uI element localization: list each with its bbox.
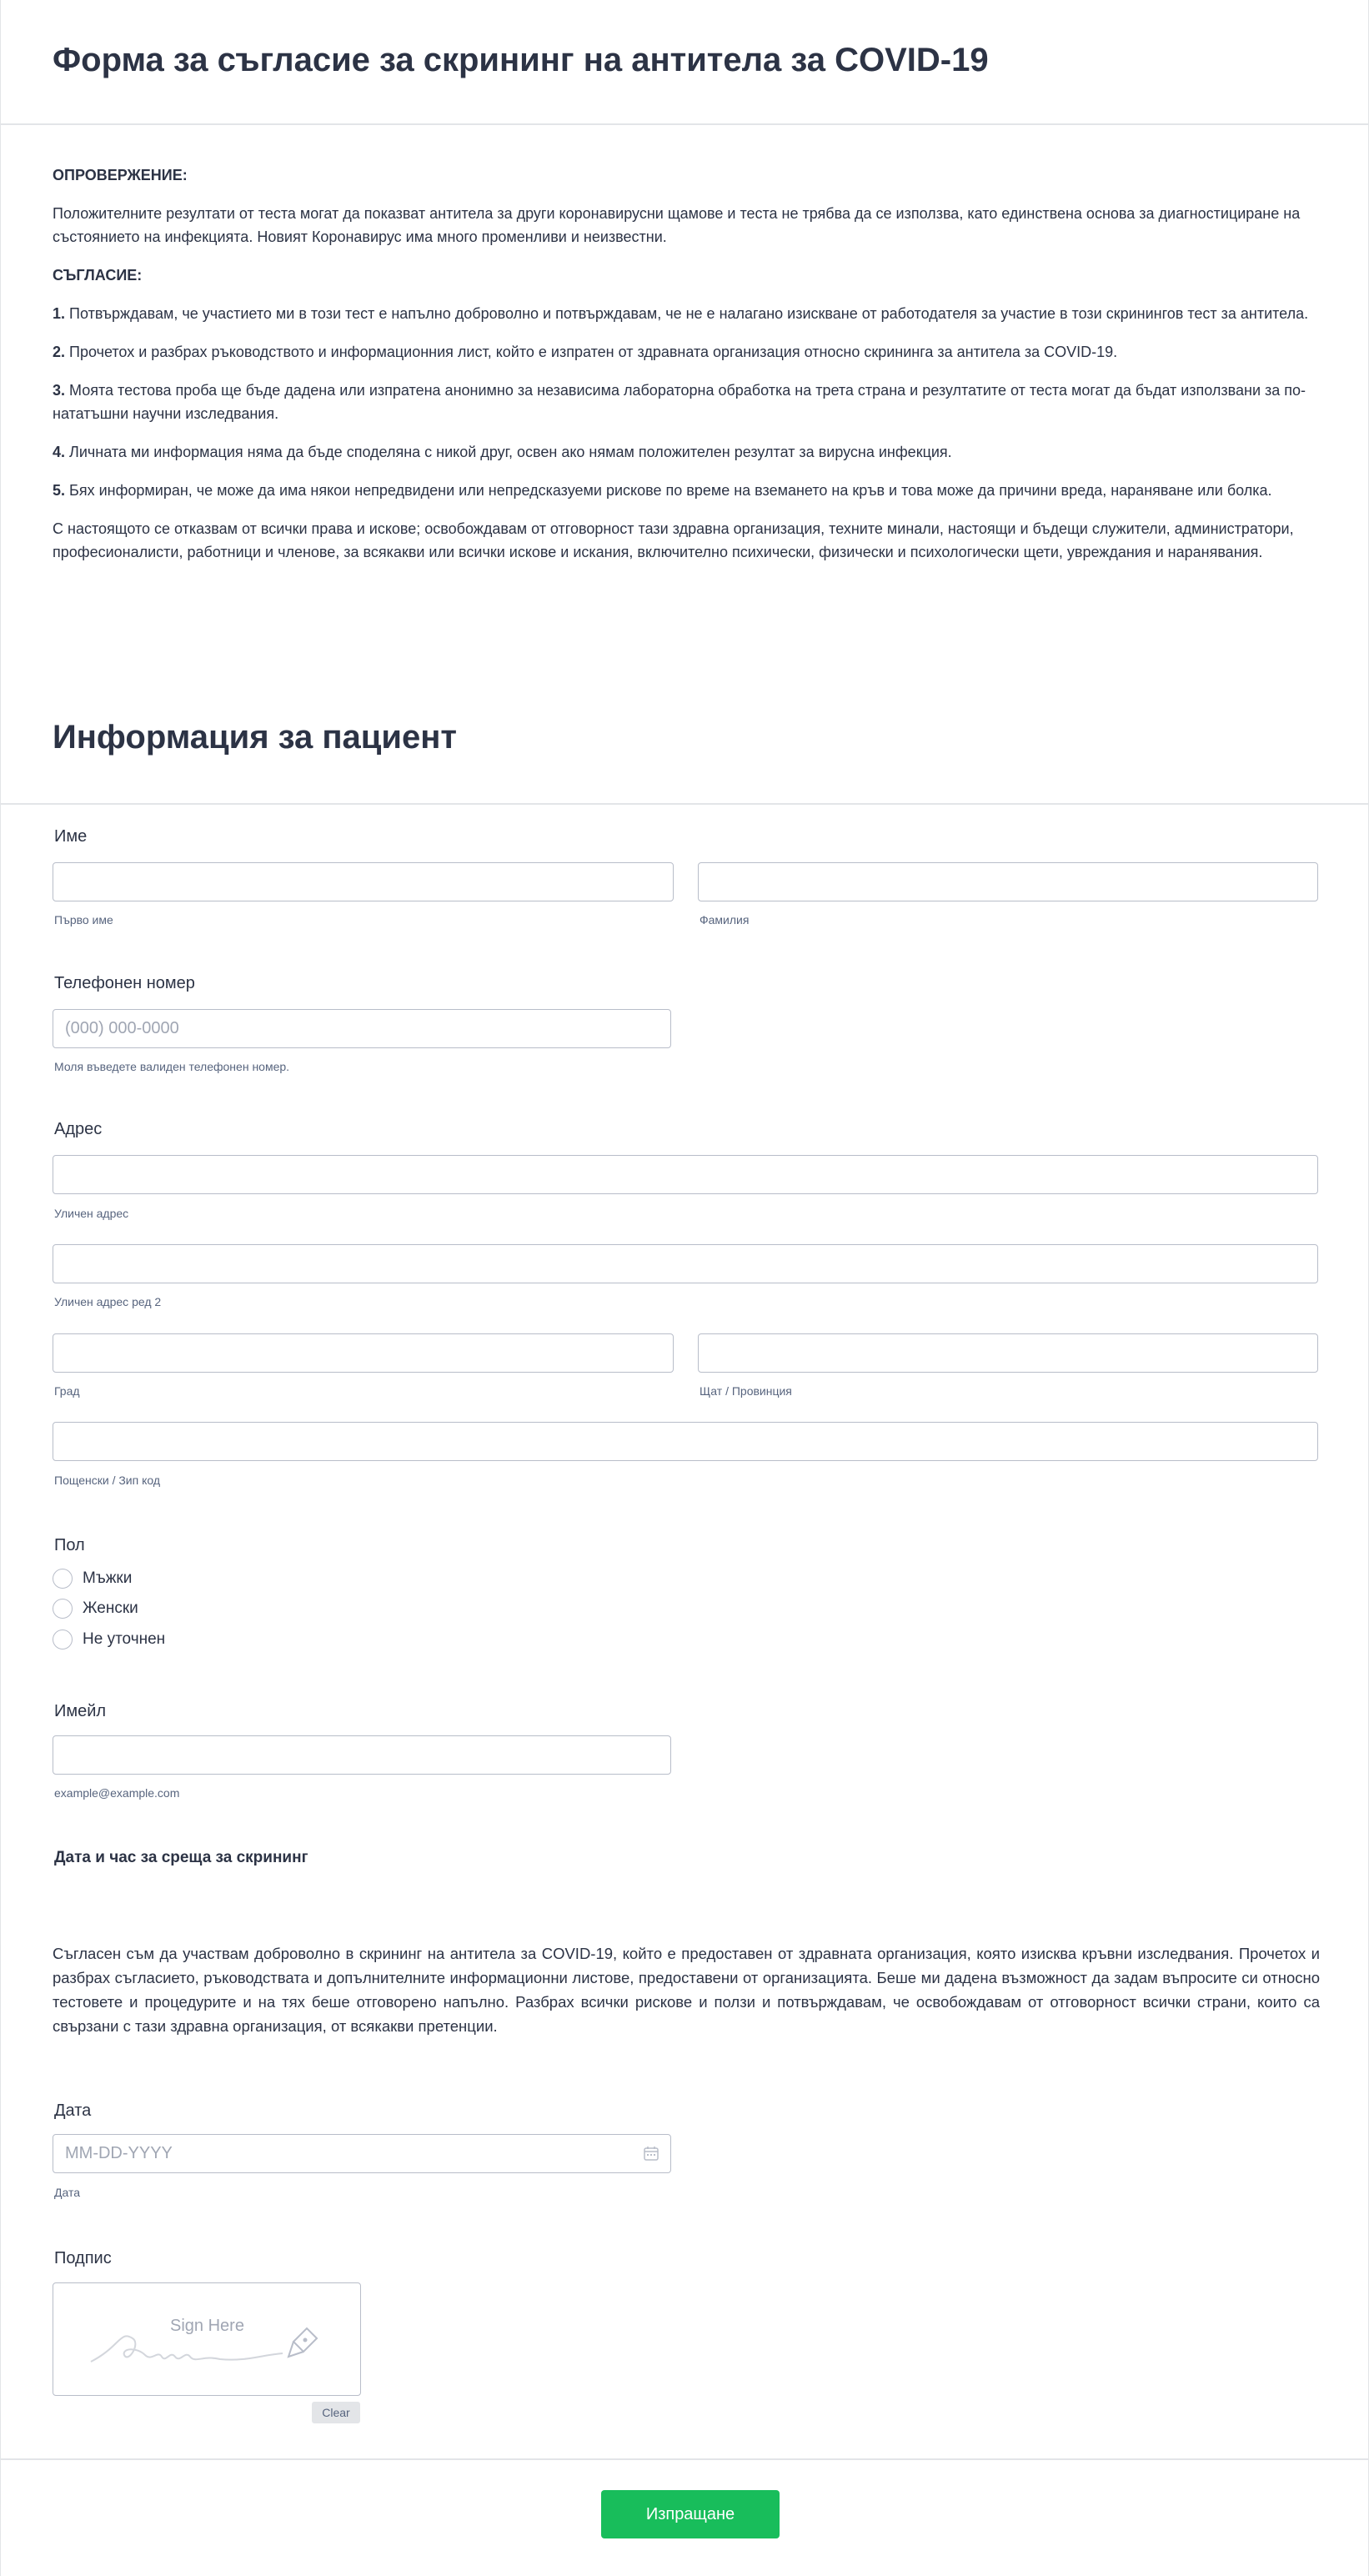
street-address-2-sublabel: Уличен адрес ред 2 <box>54 1295 162 1308</box>
radio-button[interactable] <box>53 1629 73 1650</box>
disclaimer-text: Положителните резултати от теста могат да показват антитела за други коронавирусни щамове и теста не трябва да се използва, като единствена основа за диагностициране на състоянието на инфекцията. Новият Коронавирус има много променливи и неизвестни. <box>53 205 1301 245</box>
consent-item-text: Бях информиран, че може да има някои непредвидени или непредсказуеми рискове по време на вземането на кръв и това може да причини вреда, нараняване или болка. <box>65 482 1272 499</box>
street-address-2-input[interactable] <box>53 1244 1318 1283</box>
gender-option-unspecified[interactable] <box>53 1629 165 1650</box>
consent-item-number: 3. <box>53 382 66 399</box>
first-name-sublabel: Първо име <box>54 913 113 926</box>
consent-item-3 <box>53 379 1320 425</box>
consent-item-text: Потвърждавам, че участието ми в този тест е напълно доброволно и потвърждавам, че не е налагано изискване от работодателя за участие в този скринингов тест за антитела. <box>65 305 1309 322</box>
calendar-icon[interactable] <box>643 2145 659 2162</box>
phone-hint: Моля въведете валиден телефонен номер. <box>54 1060 290 1073</box>
date-label: Дата <box>54 2101 92 2120</box>
date-input[interactable] <box>53 2134 671 2173</box>
consent-item-number: 4. <box>53 444 66 460</box>
consent-item-text: Моята тестова проба ще бъде дадена или изпратена анонимно за независима лабораторна обработка на трета страна и резултатите от теста могат да бъдат използвани за по-нататъшни научни изследвания. <box>53 382 1306 422</box>
consent-item-5 <box>53 479 1320 502</box>
zip-input[interactable] <box>53 1422 1318 1461</box>
date-field[interactable] <box>53 2134 671 2173</box>
signature-pad[interactable] <box>53 2282 361 2396</box>
consent-item-2 <box>53 340 1320 364</box>
agreement-text: Съгласен съм да участвам доброволно в скрининг на антитела за COVID-19, който е предоставен от здравната организация, която изисква кръвни изследвания. Прочетох и разбрах съгласието, ръководствата и допълнителните информационни листове, предоставени от организацията. Беше ми дадена възможност да задам въпросите си относно тестовете и процедурите и на тях беше отговорено напълно. Разбрах всички рискове и ползи и потвърждавам, че освобождавам от отговорност всички страни, които са свързани с тази здравна организация, от всякакви претенции. <box>53 1945 1320 2035</box>
gender-option-male[interactable] <box>53 1569 132 1589</box>
phone-input[interactable] <box>53 1009 671 1048</box>
email-hint: example@example.com <box>54 1786 180 1800</box>
consent-item-number: 2. <box>53 344 66 360</box>
consent-item-text: Личната ми информация няма да бъде споделяна с никой друг, освен ако нямам положителен резултат за вирусна инфекция. <box>65 444 952 460</box>
consent-item-number: 1. <box>53 305 66 322</box>
state-sublabel: Щат / Провинция <box>700 1384 792 1398</box>
signature-label: Подпис <box>54 2249 112 2267</box>
form-header <box>1 0 1368 125</box>
form-title: Форма за съгласие за скрининг на антитела за COVID-19 <box>53 42 989 78</box>
gender-option-female[interactable] <box>53 1599 138 1619</box>
city-input[interactable] <box>53 1333 674 1373</box>
radio-label: Мъжки <box>83 1569 133 1587</box>
radio-label: Женски <box>83 1599 138 1617</box>
last-name-sublabel: Фамилия <box>700 913 750 926</box>
city-sublabel: Град <box>54 1384 80 1398</box>
clear-signature-button[interactable]: Clear <box>312 2402 360 2423</box>
section-divider <box>1 803 1368 805</box>
address-label: Адрес <box>54 1120 103 1138</box>
state-input[interactable] <box>698 1333 1318 1373</box>
consent-item-text: Прочетох и разбрах ръководството и информационния лист, който е изпратен от здравната организация относно скрининга за антитела за COVID-19. <box>65 344 1118 360</box>
name-label: Име <box>54 827 88 846</box>
waiver-text: С настоящото се отказвам от всички права и искове; освобождавам от отговорност тази здравна организация, техните минали, настоящи и бъдещи служители, администратори, професионалисти, работници и членове, за всякакви или всички искове и искания, включително психически, физически и психологически щети, увреждания и наранявания. <box>53 520 1294 560</box>
date-sublabel: Дата <box>54 2186 81 2199</box>
disclaimer-block <box>53 163 1320 579</box>
appointment-label: Дата и час за среща за скрининг <box>54 1849 308 1866</box>
first-name-input[interactable] <box>53 862 674 901</box>
zip-sublabel: Пощенски / Зип код <box>54 1474 161 1487</box>
consent-item-4 <box>53 440 1320 464</box>
submit-button[interactable]: Изпращане <box>601 2490 780 2538</box>
patient-section-title: Информация за пациент <box>53 719 457 756</box>
radio-button[interactable] <box>53 1569 73 1589</box>
disclaimer-heading: ОПРОВЕРЖЕНИЕ: <box>53 167 188 183</box>
phone-label: Телефонен номер <box>54 974 195 992</box>
radio-button[interactable] <box>53 1599 73 1619</box>
email-label: Имейл <box>54 1702 107 1720</box>
consent-heading: СЪГЛАСИЕ: <box>53 267 143 284</box>
email-input[interactable] <box>53 1735 671 1775</box>
street-address-sublabel: Уличен адрес <box>54 1207 129 1220</box>
radio-label: Не уточнен <box>83 1630 166 1648</box>
footer-divider <box>1 2458 1368 2460</box>
street-address-input[interactable] <box>53 1155 1318 1194</box>
consent-item-1 <box>53 302 1320 325</box>
gender-label: Пол <box>54 1536 85 1554</box>
consent-item-number: 5. <box>53 482 66 499</box>
last-name-input[interactable] <box>698 862 1318 901</box>
signature-placeholder: Sign Here <box>170 2317 244 2335</box>
